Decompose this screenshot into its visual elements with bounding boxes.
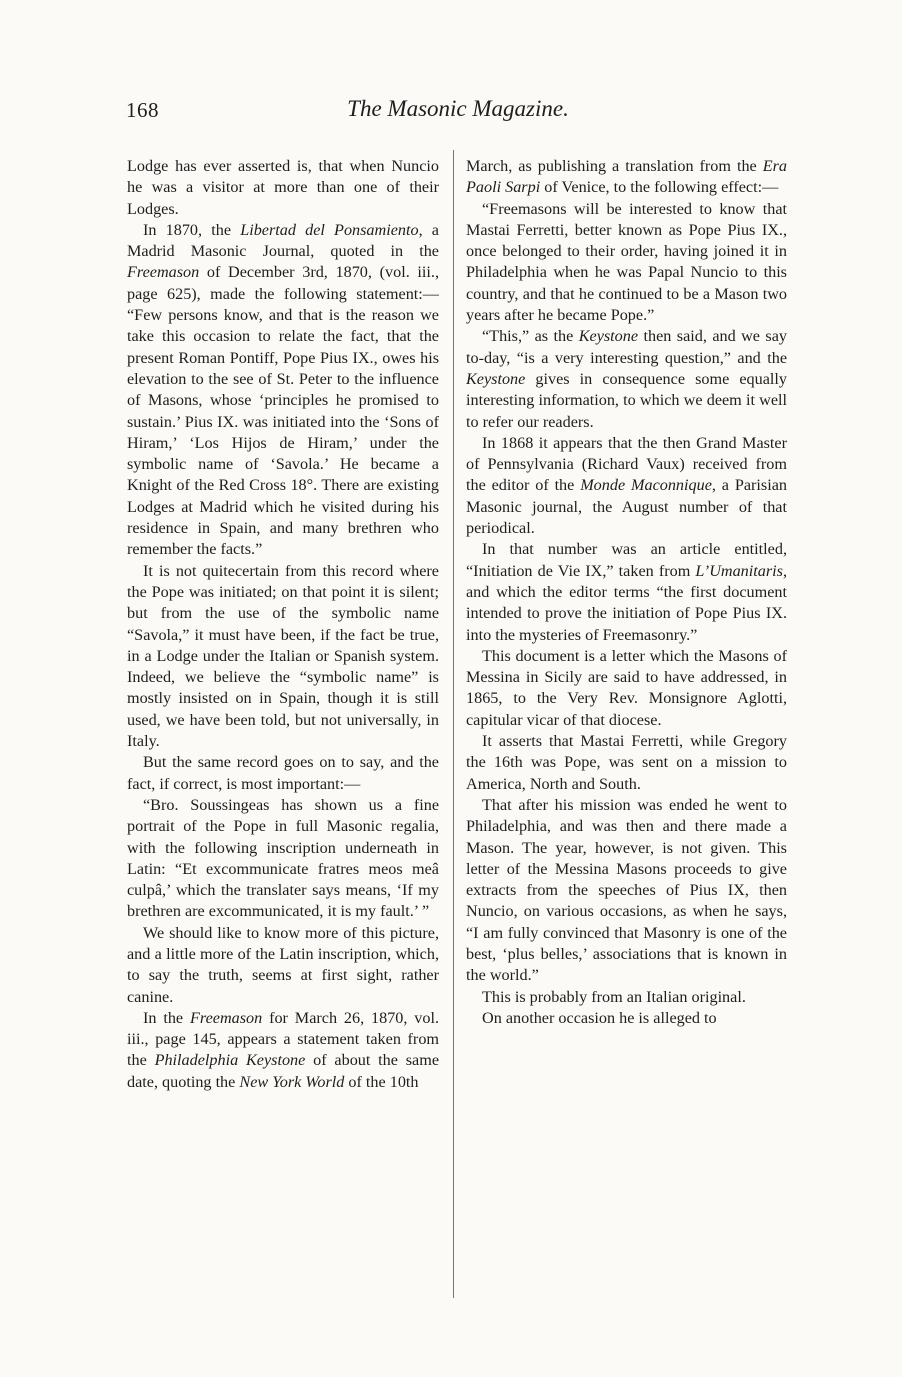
column-divider [453,150,454,1298]
journal-title: L’Umanitaris [695,561,783,580]
paragraph: March, as publishing a translation from the Era Paoli Sarpi of Venice, to the following effect:— [466,157,787,197]
journal-title: New York World [239,1072,345,1091]
paragraph: “Bro. Soussingeas has shown us a fine portrait of the Pope in full Masonic regalia, with the following inscription underneath in Latin: “Et excommunicate fratres meos meâ culpâ,’ which the translater says means, ‘If my brethren are excommunicated, it is my fault.’ ” [127,795,439,921]
journal-title: Monde Maconnique [580,476,712,495]
journal-title: Freemason [127,263,200,282]
paragraph: It asserts that Mastai Ferretti, while Gregory the 16th was Pope, was sent on a mission to America, North and South. [466,732,787,793]
paragraph: “This,” as the Keystone then said, and we say to-day, “is a very interesting question,” and the Keystone gives in consequence some equally interesting information, to which we deem it well to refer our readers. [466,327,787,431]
running-title: The Masonic Magazine. [347,96,569,121]
paragraph: We should like to know more of this picture, and a little more of the Latin inscription, which, to say the truth, seems at first sight, rather canine. [127,923,439,1006]
journal-title: Freemason [189,1008,263,1027]
journal-title: Libertad del Ponsamiento [240,220,419,239]
paragraph: “Freemasons will be interested to know that Mastai Ferretti, better known as Pope Pius IX., once belonged to their order, having joined it in Philadelphia when he was Papal Nuncio to this country, and that he continued to be a Mason two years after he became Pope.” [466,199,787,325]
paragraph: It is not quitecertain from this record where the Pope was initiated; on that point it is silent; but from the use of the symbolic name “Savola,” it must have been, if the fact be true, in a Lodge under the Italian or Spanish system. Indeed, we believe the “symbolic name” is mostly insisted on in Spain, though it is still used, we have been told, but not universally, in Italy. [127,561,439,751]
paragraph: But the same record goes on to say, and the fact, if correct, is most important:— [127,753,439,793]
right-column [466,156,787,1296]
page-number: 168 [126,98,159,122]
journal-title: Keystone [466,369,526,388]
journal-title: Era Paoli Sarpi [466,157,787,197]
left-column [127,156,439,1296]
journal-title: Philadelphia Keystone [154,1051,306,1070]
paragraph: On another occasion he is alleged to [482,1008,717,1027]
journal-title: Keystone [578,327,639,346]
paragraph: This document is a letter which the Masons of Messina in Sicily are said to have addressed, in 1865, to the Very Rev. Monsignore Aglotti, capitular vicar of that diocese. [466,646,787,729]
paragraph: In the Freemason for March 26, 1870, vol. iii., page 145, appears a statement taken from the Philadelphia Keystone of about the same date, quoting the New York World of the 10th [127,1008,439,1091]
paragraph: In that number was an article entitled, “Initiation de Vie IX,” taken from L’Umanitaris, and which the editor terms “the first document intended to prove the initiation of Pope Pius IX. into the mysteries of Freemasonry.” [466,540,787,644]
page-header [126,98,790,132]
paragraph: In 1870, the Libertad del Ponsamiento, a Madrid Masonic Journal, quoted in the Freemason of December 3rd, 1870, (vol. iii., page 625), made the following statement:— “Few persons know, and that is the reason we take this occasion to relate the fact, that the present Roman Pontiff, Pope Pius IX., owes his elevation to the see of St. Peter to the influence of Masons, whose ‘principles he promised to sustain.’ Pius IX. was initiated into the ‘Sons of Hiram,’ ‘Los Hijos de Hiram,’ under the symbolic name of ‘Savola.’ He became a Knight of the Red Cross 18°. There are existing Lodges at Madrid which he visited during his residence in Spain, and many brethren who remember the facts.” [127,220,439,559]
paragraph: This is probably from an Italian original. [482,987,746,1006]
paragraph: Lodge has ever asserted is, that when Nuncio he was a visitor at more than one of their Lodges. [127,157,439,218]
paragraph: That after his mission was ended he went to Philadelphia, and was then and there made a Mason. The year, however, is not given. This letter of the Messina Masons proceeds to give extracts from the speeches of Pius IX, then Nuncio, on various occasions, as when he says, “I am fully convinced that Masonry is one of the best, ‘plus belles,’ associations that is known in the world.” [466,795,787,985]
paragraph: In 1868 it appears that the then Grand Master of Pennsylvania (Richard Vaux) received from the editor of the Monde Maconnique, a Parisian Masonic journal, the August number of that periodical. [466,433,787,538]
